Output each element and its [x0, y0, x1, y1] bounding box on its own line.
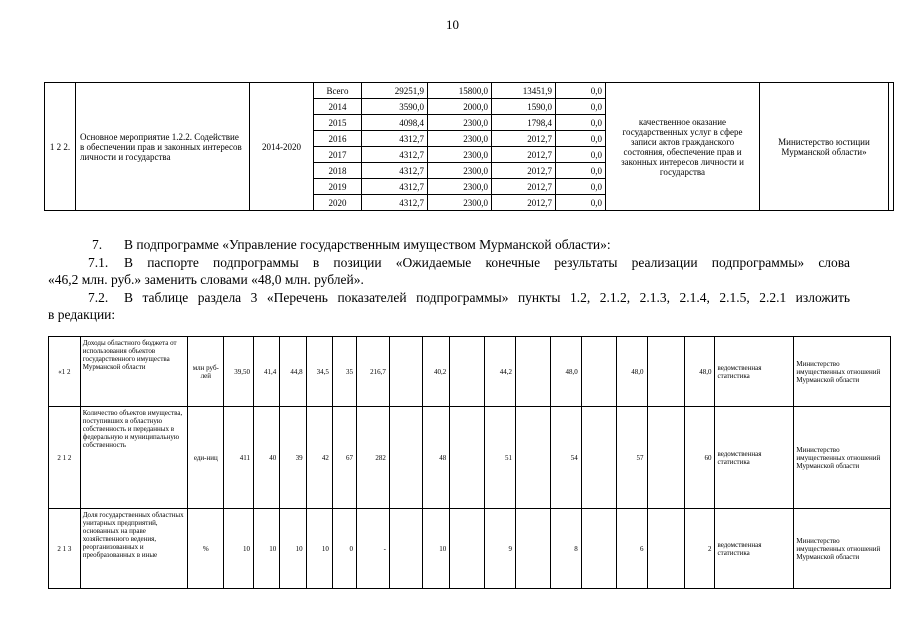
other-cell: 0,0 [556, 131, 606, 147]
indicator-value: 44,2 [485, 337, 516, 407]
indicator-value: 411 [224, 407, 254, 509]
indicator-value: 9 [485, 509, 516, 589]
regional-cell: 2300,0 [428, 163, 492, 179]
federal-cell: 2012,7 [492, 179, 556, 195]
indicator-executor: Министерство имущественных отношений Мурманской области [794, 407, 891, 509]
item-7-2-text: В таблице раздела 3 «Перечень показателей подпрограммы» пункты 1.2, 2.1.2, 2.1.3, 2.1.4, 2.1.5, 2.2.1 изложить [124, 290, 850, 305]
regional-cell: 2300,0 [428, 195, 492, 211]
indicator-source: ведомственная статистика [715, 337, 794, 407]
federal-cell: 2012,7 [492, 131, 556, 147]
indicator-value: 10 [224, 509, 254, 589]
year-cell: 2017 [314, 147, 362, 163]
year-cell: Всего [314, 83, 362, 99]
indicator-value: 8 [551, 509, 582, 589]
indicator-value: 57 [616, 407, 647, 509]
indicator-value [581, 337, 616, 407]
indicator-value: 10 [280, 509, 306, 589]
item-7-1-text: В паспорте подпрограммы в позиции «Ожидаемые конечные результаты реализации подпрограммы» слова [124, 255, 850, 270]
item-7-2-number: 7.2. [88, 290, 109, 305]
indicator-value [647, 337, 684, 407]
total-cell: 4312,7 [362, 179, 428, 195]
federal-cell: 2012,7 [492, 163, 556, 179]
indicator-name: Доля государственных областных унитарных предприятий, основанных на праве хозяйственного ведения, реорганизованных и преобразованных в иные [80, 509, 187, 589]
indicator-value [389, 337, 422, 407]
item-7-2-text-cont: в редакции: [48, 307, 116, 322]
indicator-value: - [357, 509, 390, 589]
year-cell: 2020 [314, 195, 362, 211]
year-cell: 2014 [314, 99, 362, 115]
indicator-value: 51 [485, 407, 516, 509]
table-row [45, 83, 894, 99]
indicator-executor: Министерство имущественных отношений Мурманской области [794, 509, 891, 589]
indicator-value: 44,8 [280, 337, 306, 407]
indicator-value [647, 407, 684, 509]
executor: Министерство юстиции Мурманской области» [760, 83, 889, 211]
indicator-source: ведомственная статистика [715, 509, 794, 589]
federal-cell: 2012,7 [492, 147, 556, 163]
item-7-1-number: 7.1. [88, 255, 109, 270]
total-cell: 3590,0 [362, 99, 428, 115]
other-cell: 0,0 [556, 115, 606, 131]
indicator-value: 48,0 [551, 337, 582, 407]
indicator-value: 54 [551, 407, 582, 509]
activity-period: 2014-2020 [250, 83, 314, 211]
regional-cell: 2300,0 [428, 115, 492, 131]
section-7-text: В подпрограмме «Управление государственным имуществом Мурманской области»: [124, 237, 611, 252]
indicator-value: 40,2 [422, 337, 449, 407]
regional-cell: 2000,0 [428, 99, 492, 115]
table-row [49, 509, 891, 589]
total-cell: 4312,7 [362, 163, 428, 179]
indicator-value [389, 509, 422, 589]
other-cell: 0,0 [556, 99, 606, 115]
indicator-value: 40 [253, 407, 279, 509]
indicator-value: 2 [684, 509, 715, 589]
total-cell: 29251,9 [362, 83, 428, 99]
indicator-value [581, 407, 616, 509]
indicator-value [515, 509, 550, 589]
year-cell: 2015 [314, 115, 362, 131]
total-cell: 4312,7 [362, 147, 428, 163]
other-cell: 0,0 [556, 163, 606, 179]
indicator-value: 48,0 [616, 337, 647, 407]
indicator-value: 35 [332, 337, 356, 407]
regional-cell: 15800,0 [428, 83, 492, 99]
federal-cell: 1798,4 [492, 115, 556, 131]
year-cell: 2016 [314, 131, 362, 147]
expected-result: качественное оказание государственных услуг в сфере записи актов гражданского состояния, обеспечение прав и законных интересов личности и государства [606, 83, 760, 211]
indicator-value [450, 407, 485, 509]
federal-cell: 2012,7 [492, 195, 556, 211]
indicator-unit: % [188, 509, 224, 589]
indicator-value: 48 [422, 407, 449, 509]
federal-cell: 13451,9 [492, 83, 556, 99]
indicator-name: Количество объектов имущества, поступивших в областную собственность и переданных в федеральную и муниципальную собственность [80, 407, 187, 509]
indicator-code: 2 1 2 [49, 407, 81, 509]
indicator-unit: еди-ниц [188, 407, 224, 509]
other-cell: 0,0 [556, 147, 606, 163]
regional-cell: 2300,0 [428, 131, 492, 147]
indicator-value: 39 [280, 407, 306, 509]
indicator-executor: Министерство имущественных отношений Мурманской области [794, 337, 891, 407]
indicator-value: 10 [253, 509, 279, 589]
total-cell: 4312,7 [362, 195, 428, 211]
activity-code: 1 2 2. [45, 83, 76, 211]
indicator-code: 2 1 3 [49, 509, 81, 589]
indicator-code: «1 2 [49, 337, 81, 407]
indicator-value: 6 [616, 509, 647, 589]
table-row [49, 407, 891, 509]
indicator-value: 0 [332, 509, 356, 589]
indicator-value [515, 407, 550, 509]
indicator-source: ведомственная статистика [715, 407, 794, 509]
year-cell: 2018 [314, 163, 362, 179]
regional-cell: 2300,0 [428, 179, 492, 195]
indicator-value: 42 [306, 407, 332, 509]
indicator-value [647, 509, 684, 589]
indicator-unit: млн руб-лей [188, 337, 224, 407]
indicator-value: 41,4 [253, 337, 279, 407]
other-cell: 0,0 [556, 83, 606, 99]
page-number: 10 [446, 17, 459, 32]
indicator-value: 216,7 [357, 337, 390, 407]
federal-cell: 1590,0 [492, 99, 556, 115]
indicator-value: 67 [332, 407, 356, 509]
indicator-value [515, 337, 550, 407]
indicator-value [450, 509, 485, 589]
indicator-value: 60 [684, 407, 715, 509]
indicator-value: 34,5 [306, 337, 332, 407]
indicator-value: 10 [306, 509, 332, 589]
funding-table [44, 82, 894, 211]
year-cell: 2019 [314, 179, 362, 195]
indicator-value [581, 509, 616, 589]
other-cell: 0,0 [556, 179, 606, 195]
total-cell: 4098,4 [362, 115, 428, 131]
indicators-table [48, 336, 891, 589]
table-row [49, 337, 891, 407]
regional-cell: 2300,0 [428, 147, 492, 163]
indicator-value: 10 [422, 509, 449, 589]
blank-cell [889, 83, 894, 211]
total-cell: 4312,7 [362, 131, 428, 147]
activity-name: Основное мероприятие 1.2.2. Содействие в обеспечении прав и законных интересов личности и государства [76, 83, 250, 211]
indicator-value [389, 407, 422, 509]
section-7-number: 7. [92, 237, 103, 252]
indicator-value: 282 [357, 407, 390, 509]
item-7-1-text-cont: «46,2 млн. руб.» заменить словами «48,0 млн. рублей». [48, 272, 364, 287]
other-cell: 0,0 [556, 195, 606, 211]
indicator-value: 48,0 [684, 337, 715, 407]
indicator-value [450, 337, 485, 407]
indicator-name: Доходы областного бюджета от использования объектов государственного имущества Мурманской области [80, 337, 187, 407]
indicator-value: 39,50 [224, 337, 254, 407]
